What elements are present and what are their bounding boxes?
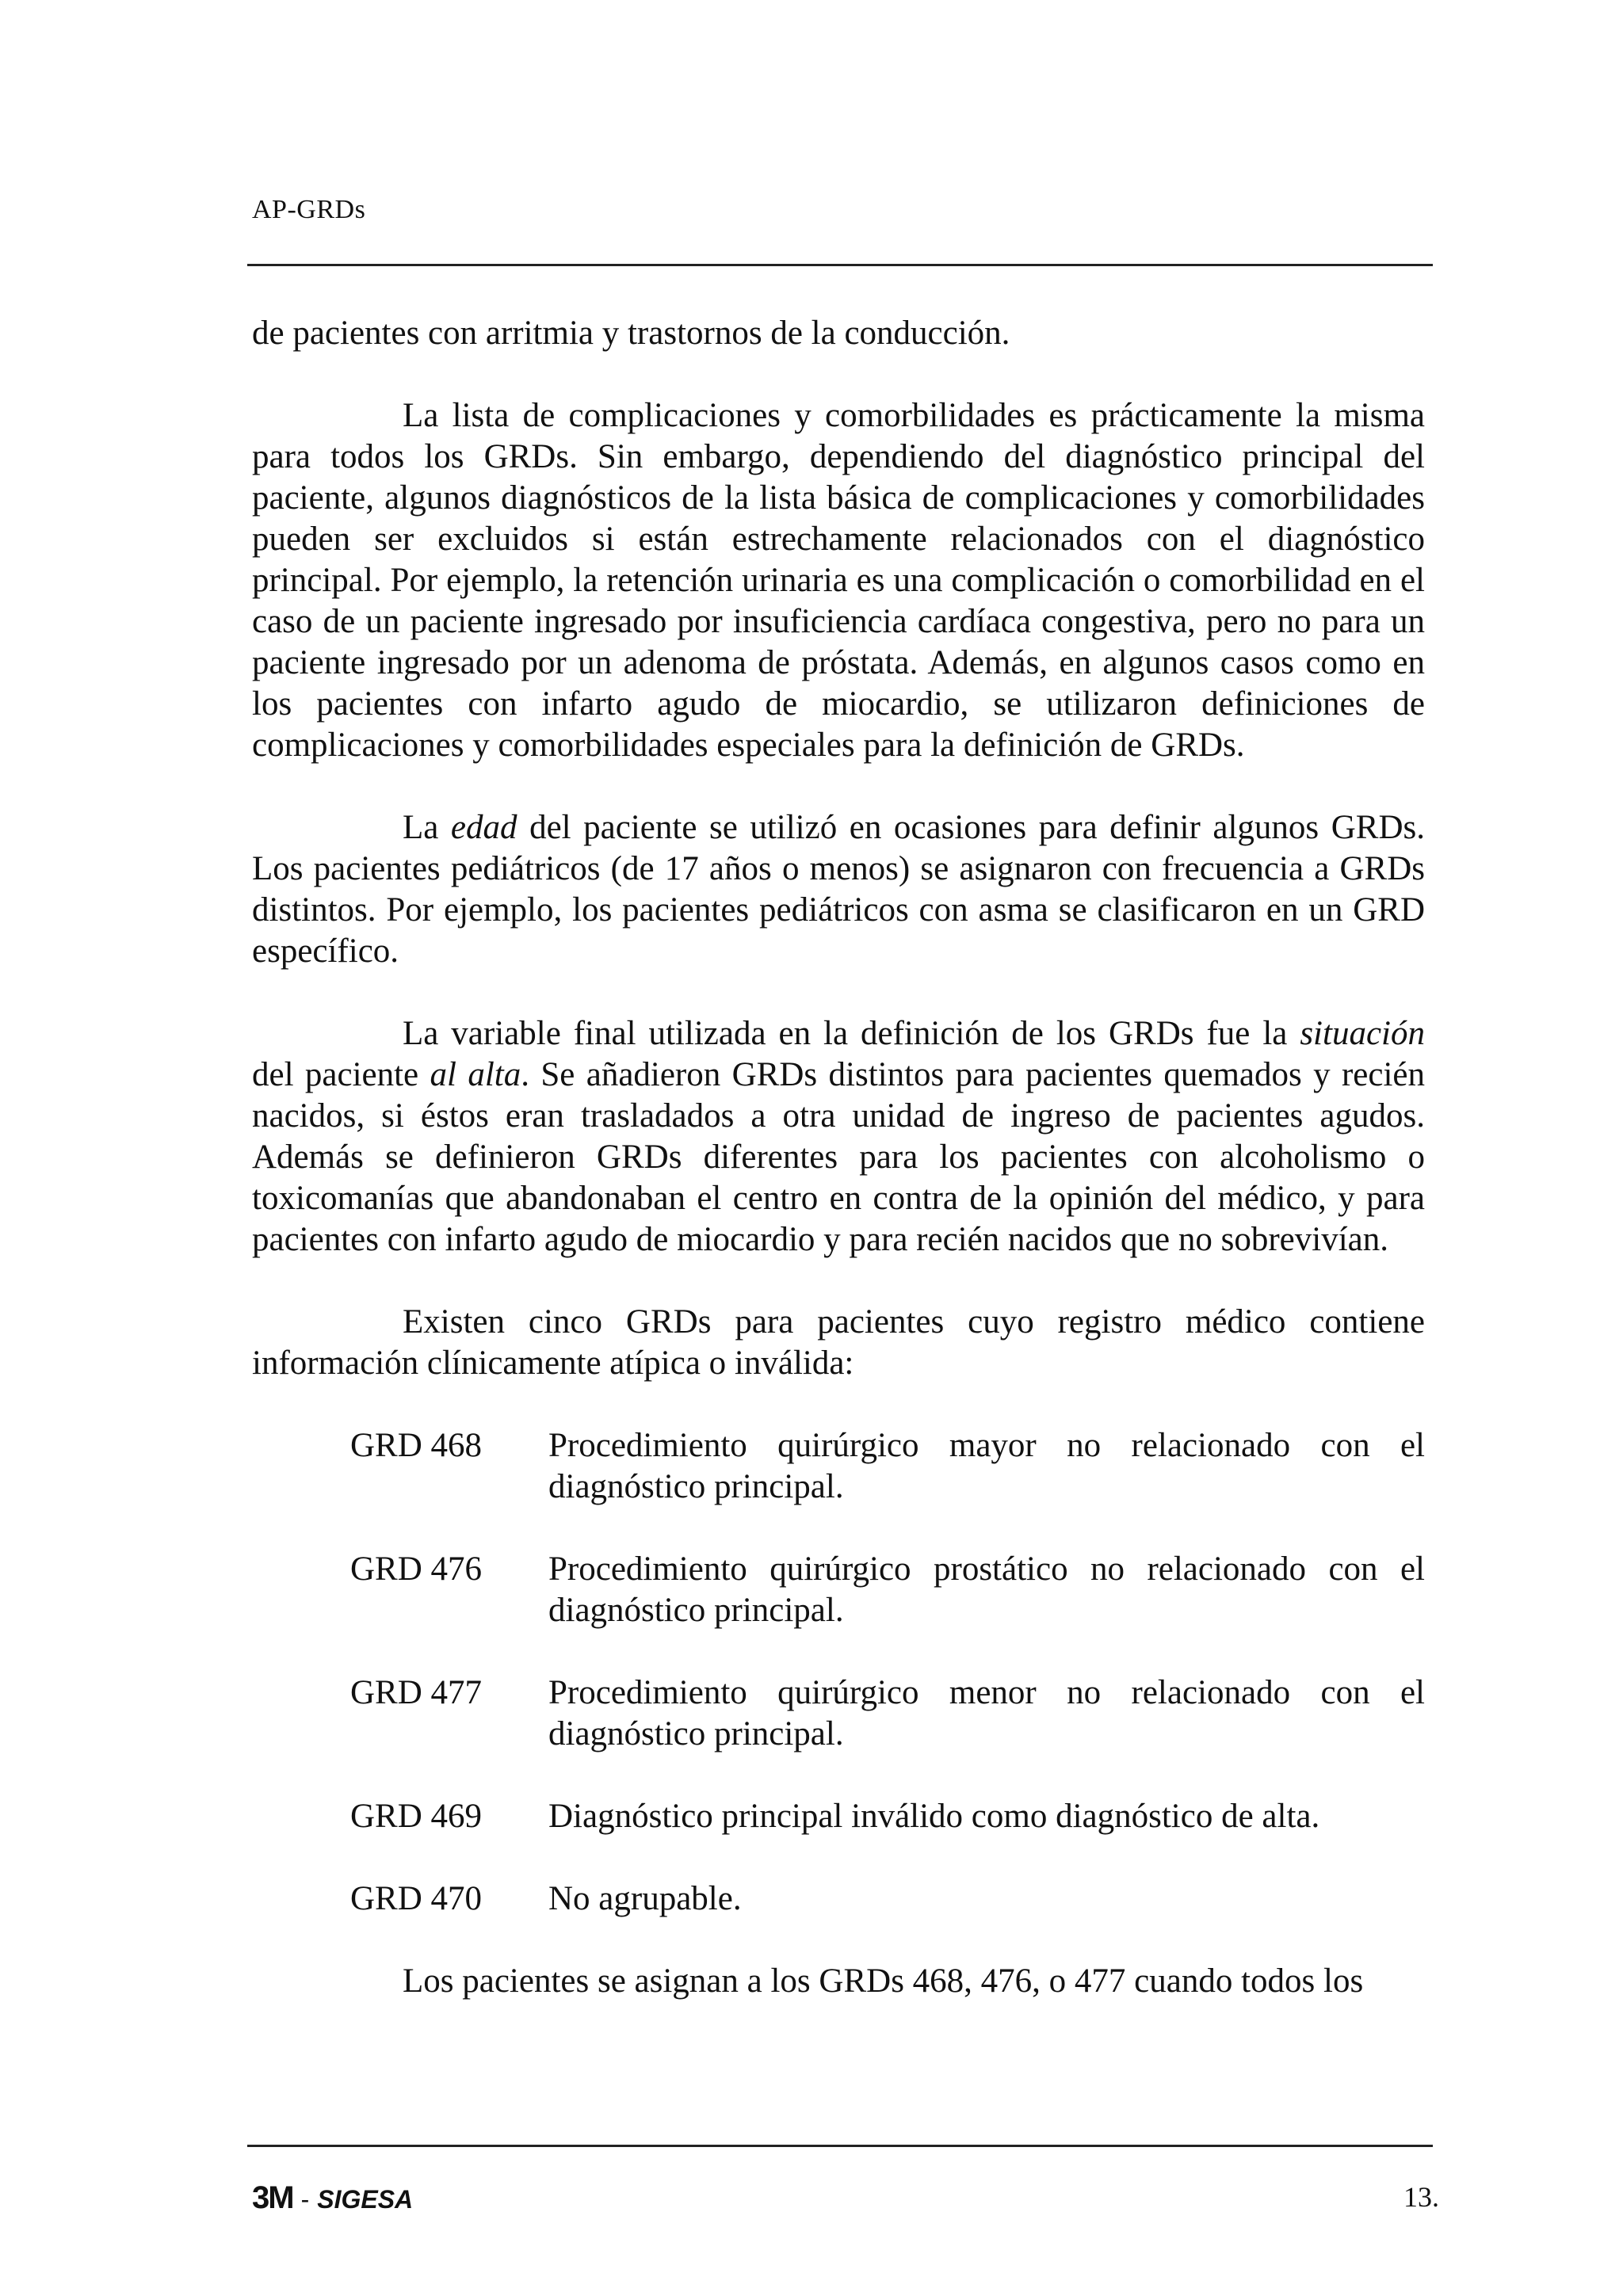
grd-code: GRD 468 xyxy=(350,1427,483,1464)
grd-code: GRD 470 xyxy=(350,1880,483,1917)
grd-code: GRD 469 xyxy=(350,1798,483,1835)
grd-description: Procedimiento quirúrgico prostático no relacionado con el diagnóstico principal. xyxy=(548,1550,1425,1629)
page-number: 13. xyxy=(1403,2181,1439,2213)
text-run: . Se añadieron GRDs distintos para pacientes quemados y recién nacidos, si éstos eran trasladados a otra unidad de ingreso de pacientes agudos. Además se definieron GRDs diferentes para los pacientes con alcoholismo o toxicomanías que abandonaban el centro en contra de la opinión del médico, y para pacientes con infarto agudo de miocardio y para recién nacidos que no sobrevivían. xyxy=(252,1056,1425,1258)
grd-list-item xyxy=(252,1549,1425,1631)
paragraph-existen: Existen cinco GRDs para pacientes cuyo registro médico contiene información clínicamente atípica o inválida: xyxy=(252,1303,1425,1382)
running-header: AP-GRDs xyxy=(252,195,366,224)
text-run: del paciente se utilizó en ocasiones para definir algunos GRDs. Los pacientes pediátricos (de 17 años o menos) se asignaron con frecuencia a GRDs distintos. Por ejemplo, los pacientes pediátricos con asma se clasificaron en un GRD específico. xyxy=(252,809,1425,970)
footer-rule xyxy=(247,2145,1433,2147)
brand-name: SIGESA xyxy=(317,2185,414,2214)
text-run: La xyxy=(403,809,451,846)
footer-brand-logo xyxy=(252,2180,413,2216)
grd-code: GRD 476 xyxy=(350,1550,483,1588)
paragraph-edad xyxy=(252,807,1425,972)
emphasis-situacion: situación xyxy=(1300,1015,1425,1052)
grd-list-item xyxy=(252,1796,1425,1837)
paragraph-asignan: Los pacientes se asignan a los GRDs 468, 476, o 477 cuando todos los xyxy=(403,1962,1364,2000)
grd-list xyxy=(252,1425,1425,1920)
brand-separator: - xyxy=(300,2185,310,2214)
paragraph-complicaciones: La lista de complicaciones y comorbilidades es prácticamente la misma para todos los GRDs. Sin embargo, dependiendo del diagnóstico principal del paciente, algunos diagnósticos de la lista básica de complicaciones y comorbilidades pueden ser excluidos si están estrechamente relacionados con el diagnóstico principal. Por ejemplo, la retención urinaria es una complicación o comorbilidad en el caso de un paciente ingresado por insuficiencia cardíaca congestiva, pero no para un paciente ingresado por un adenoma de próstata. Además, en algunos casos como en los pacientes con infarto agudo de miocardio, se utilizaron definiciones de complicaciones y comorbilidades especiales para la definición de GRDs. xyxy=(252,397,1425,764)
emphasis-edad: edad xyxy=(450,809,517,846)
grd-list-item xyxy=(252,1878,1425,1920)
grd-code: GRD 477 xyxy=(350,1674,483,1711)
paragraph-situacion xyxy=(252,1013,1425,1261)
paragraph-continuation: de pacientes con arritmia y trastornos de la conducción. xyxy=(252,315,1010,352)
grd-description: Diagnóstico principal inválido como diagnóstico de alta. xyxy=(548,1798,1320,1835)
brand-mark: 3M xyxy=(252,2180,293,2215)
grd-description: Procedimiento quirúrgico menor no relacionado con el diagnóstico principal. xyxy=(548,1674,1425,1753)
body-text xyxy=(252,313,1425,2043)
text-run: La variable final utilizada en la definición de los GRDs fue la xyxy=(403,1015,1300,1052)
grd-list-item xyxy=(252,1425,1425,1508)
grd-list-item xyxy=(252,1672,1425,1755)
grd-description: No agrupable. xyxy=(548,1880,742,1917)
emphasis-al-alta: al alta xyxy=(430,1056,521,1093)
header-rule xyxy=(247,264,1433,266)
text-run: del paciente xyxy=(252,1056,430,1093)
grd-description: Procedimiento quirúrgico mayor no relacionado con el diagnóstico principal. xyxy=(548,1427,1425,1505)
